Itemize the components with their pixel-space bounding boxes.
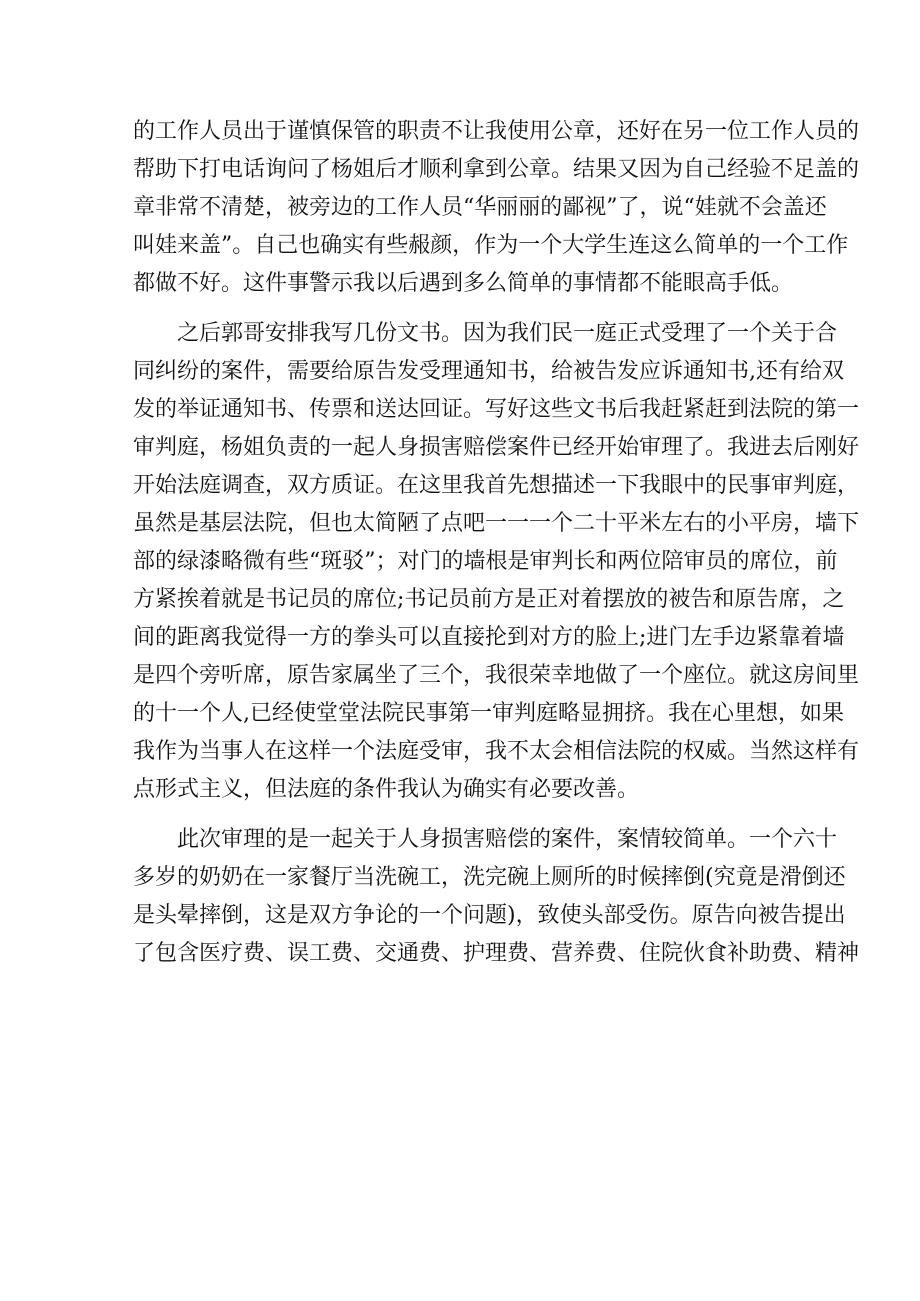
paragraph-1 (133, 113, 860, 303)
text-line: 叫娃来盖”。自己也确实有些赧颜，作为一个大学生连这么简单的一个工作 (133, 233, 849, 258)
text-line: 开始法庭调查，双方质证。在这里我首先想描述一下我眼中的民事审判庭， (133, 473, 860, 498)
text-line: 多岁的奶奶在一家餐厅当洗碗工，洗完碗上厕所的时候摔倒(究竟是滑倒还 (133, 865, 846, 890)
text-line: 审判庭，杨姐负责的一起人身损害赔偿案件已经开始审理了。我进去后刚好 (133, 435, 860, 460)
text-line: 之后郭哥安排我写几份文书。因为我们民一庭正式受理了一个关于合 (177, 321, 838, 346)
paragraph-2 (133, 315, 860, 809)
document-body (133, 113, 860, 985)
text-line: 了包含医疗费、误工费、交通费、护理费、营养费、住院伙食补助费、精神 (133, 941, 860, 966)
text-line: 我作为当事人在这样一个法庭受审，我不太会相信法院的权威。当然这样有 (133, 739, 860, 764)
text-line: 帮助下打电话询问了杨姐后才顺利拿到公章。结果又因为自己经验不足盖的 (133, 157, 860, 182)
text-line: 同纠纷的案件，需要给原告发受理通知书，给被告发应诉通知书,还有给双 (133, 359, 844, 384)
text-line: 都做不好。这件事警示我以后遇到多么简单的事情都不能眼高手低。 (133, 271, 794, 296)
text-line: 是头晕摔倒，这是双方争论的一个问题)，致使头部受伤。原告向被告提出 (133, 903, 846, 928)
paragraph-3 (133, 821, 860, 973)
text-line: 虽然是基层法院，但也太简陋了点吧一一一个二十平米左右的小平房，墙下 (133, 511, 860, 536)
text-line: 章非常不清楚，被旁边的工作人员“华丽丽的鄙视”了，说“娃就不会盖还 (133, 195, 827, 220)
text-line: 的工作人员出于谨慎保管的职责不让我使用公章，还好在另一位工作人员的 (133, 119, 860, 144)
text-line: 点形式主义，但法庭的条件我认为确实有必要改善。 (133, 777, 640, 802)
text-line: 部的绿漆略微有些“斑驳”；对门的墙根是审判长和两位陪审员的席位，前 (133, 549, 838, 574)
text-line: 间的距离我觉得一方的拳头可以直接抡到对方的脸上;进门左手边紧靠着墙 (133, 625, 845, 650)
text-line: 是四个旁听席，原告家属坐了三个，我很荣幸地做了一个座位。就这房间里 (133, 663, 860, 688)
text-line: 的十一个人,已经使堂堂法院民事第一审判庭略显拥挤。我在心里想，如果 (133, 701, 844, 726)
text-line: 此次审理的是一起关于人身损害赔偿的案件，案情较简单。一个六十 (177, 827, 838, 852)
text-line: 方紧挨着就是书记员的席位;书记员前方是正对着摆放的被告和原告席，之 (133, 587, 845, 612)
text-line: 发的举证通知书、传票和送达回证。写好这些文书后我赶紧赶到法院的第一 (133, 397, 860, 422)
